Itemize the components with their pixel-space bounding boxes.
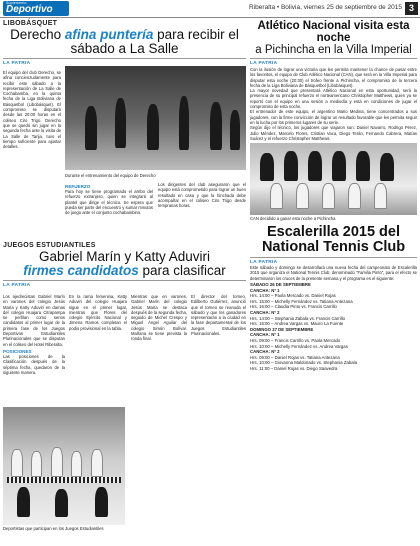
supplement-logo <box>3 1 69 16</box>
body-paragraph: Los ajedrecistas Gabriel Marín en varones del colegio Jesús María y Katty Aduviri en damas del colegio Huajara Citrapampa se perfilan como serios candidatos al primer lugar de la primera fase de los Juegos Deportivos Estudiantiles Plurinacionales que se disputan en el coliseo del Hotel Riberalta. <box>3 294 65 347</box>
headline-line-1: Atlético Nacional visita esta noche <box>257 20 410 44</box>
headline-accent: afina puntería <box>64 27 154 42</box>
photo-caption: CAN decidido a ganar esta noche a Pichincha <box>250 216 336 222</box>
body-paragraph: Según dijo el técnico, los jugadores que viajaron son: Daniel Navarro, Rodrigo Pérez, Julio Méndez, Marcelo Flores, Cristian Vaca, Diego Terán, Fernando Cabrera, Matías Suárez y el refuerzo Christopher Matthews. <box>250 125 417 141</box>
team-photo <box>250 143 417 215</box>
byline: LA PATRIA <box>250 260 278 266</box>
left-column <box>3 20 246 546</box>
body-paragraph: Los dirigentes del club aseguraron que el equipo está comprometido para lograr un buen resultado en casa y que la hinchada debe acompañar en el coliseo Ciro Trigo desde tempranas horas. <box>158 182 246 209</box>
header-date: Riberalta • Bolivia, viernes 25 de septiembre de 2015 <box>249 4 402 11</box>
page-header <box>0 0 420 18</box>
logo-main-text: Deportivo <box>6 4 53 15</box>
article-column-1 <box>3 70 61 149</box>
schedule-line: Hrs. 09:00 – Daniel Rojas vs. Tatiana Antezana <box>250 354 340 360</box>
byline: LA PATRIA <box>3 283 31 288</box>
schedule-line: Hrs. 14:00 – Paola Mercado vs. Daniel Rojas <box>250 293 336 299</box>
schedule-line: Hrs. 09:00 – Francis Carrillo vs. Paola Mercado <box>250 337 341 343</box>
schedule-line: Hrs. 10:00 – Giovanna Maldonado vs. Stephania Zabala <box>250 360 358 366</box>
section-label: JUEGOS ESTUDIANTILES <box>3 242 96 249</box>
article-juegos <box>3 242 246 546</box>
photo-caption-block <box>65 172 246 178</box>
training-photo <box>65 66 246 170</box>
schedule-line: Hrs. 10:00 – Michelly Fernández vs. Andrea Vargas <box>250 343 348 349</box>
headline-line-2: National Tennis Club <box>261 239 406 256</box>
article-column-3 <box>131 294 187 342</box>
schedule-line: CANCHA: Nº 1 <box>250 332 280 338</box>
body-paragraph: En la rama femenina, Katty Aduviri del colegio Huajara sigue en el primer lugar, mientras que Flores del colegio Ejército Nacional y Jimena Ramos completan el podio provisional en la tabla. <box>69 294 127 331</box>
headline <box>3 250 246 278</box>
body-paragraph: El director del torneo, Edilberto Gutiérrez, anunció que el torneo se reanuda el sábado y que los ganadores representarán a la ciudad en la fase departamental de los Juegos Estudiantiles Plurinacionales. <box>191 294 246 337</box>
body-paragraph: Mientras que en varones, Gabriel Marín del colegio Jesús María se destaca después de la segunda fecha, seguido de Michel Crespo y Miguel Ángel Aguilar del colegio Simón Bolívar. Mañana se tiene prevista la ronda final. <box>131 294 187 342</box>
headline <box>3 28 246 56</box>
byline: LA PATRIA <box>250 61 278 66</box>
body-paragraph: La mayor novedad que presentará Atlético Nacional en esta oportunidad, será la presencia de su principal refuerzo el norteamericano Christopher Matthews, quien ya se reportó con el equipo en una sesión a mediodía y está en condiciones de jugar el compromiso de esta noche. <box>250 88 417 110</box>
headline-part-a: Derecho <box>10 27 62 42</box>
match-schedule <box>250 282 417 372</box>
headline-part-b: para recibir el sábado a La Salle <box>70 27 239 56</box>
headline-part-b: para clasificar <box>142 263 226 278</box>
divider <box>250 257 417 258</box>
divider <box>250 58 417 59</box>
article-derecho <box>3 20 246 240</box>
headline-accent: firmes candidatos <box>23 263 139 278</box>
schedule-line: Hrs. 15:00 – Andrea Vargas vs. Mauro La Fuente <box>250 321 344 327</box>
body-paragraph: Este sábado y domingo se desarrollará una nueva fecha del campeonato de Escalerilla 2015 que organiza el National Tennis Club, denominado “Familia Pinto”, para el efecto se determinaron los cruces de la presente semana y el programa es el siguiente: <box>250 265 417 281</box>
body-paragraph: El equipo del club Derecho, se afina concienzudamente para recibir este sábado a la representación de La Salle de Cochabamba, en la quinta fecha de la Liga Boliviana de Básquetbol (Libobásquet). El compromiso se disputará desde las 20:00 horas en el coliseo Ciro Trigo. Derecho que se quedó sin jugar en la segunda fecha ante la visita de La Salle de Tarija, tuvo el tiempo suficiente para ajustar detalles. <box>3 70 61 150</box>
headline <box>250 225 417 255</box>
headline-line-2: a Pichincha en la Villa Imperial <box>255 44 412 56</box>
schedule-line: Hrs. 15:00 – Michelly Fernández vs. Tatiana Antezana <box>250 298 353 304</box>
photo-block <box>3 407 125 531</box>
headline <box>250 20 417 56</box>
photo-caption: Durante el entrenamiento del equipo de Derecho <box>65 173 156 178</box>
divider <box>3 58 246 59</box>
article-column-4 <box>191 294 246 336</box>
subhead: POSICIONES <box>3 348 32 354</box>
right-column <box>250 20 417 372</box>
divider <box>3 280 246 281</box>
body-paragraph: Las posiciones de la Clasificación después de la séptima fecha, quedaron de la siguiente manera. <box>3 353 65 375</box>
headline-part-a: Gabriel Marín y Katty Aduviri <box>38 249 211 264</box>
article-tennis <box>250 225 417 371</box>
article-nacional <box>250 20 417 221</box>
body-paragraph: Con la ilusión de lograr una victoria que les permita mantener la chance de pasar entre los favoritos, el equipo de Club Atlético Nacional (CAN), que será en la Villa Imperial para disputar esta noche (20:30) el trofeo frente a Pichincha, el compromiso de la tercera fecha de la Liga Boliviana de Básquetbol (Libobásquet). <box>250 67 417 88</box>
schedule-line: CANCHA: Nº 2 <box>250 349 280 355</box>
schedule-line: DOMINGO 27 DE SEPTIEMBRE <box>250 326 314 332</box>
schedule-line: CANCHA: Nº 2 <box>250 310 280 316</box>
schedule-line: Hrs. 11:00 – Daniel Rojas vs. Diego Saavedra <box>250 365 338 371</box>
body-paragraph: El entrenador de este equipo, el argentino Mario Medina, tiene concentrados a sus jugadores, con la firme convicción de lograr un resultado favorable que les permita seguir en la lucha por los primeros lugares de su serie. <box>250 109 417 125</box>
article-column-2 <box>69 294 127 331</box>
article-column-4 <box>158 182 246 208</box>
page-number: 3 <box>405 2 418 15</box>
photo-block <box>65 66 246 170</box>
section-label: LIBOBÁSQUET <box>3 20 58 27</box>
body-paragraph: Para hoy se tiene programado el arribo del refuerzo extranjero, quien se integrará al plantel que dirige el técnico. Se espera que pueda ser parte del encuentro y sumar minutos de juego ante el conjunto cochabambino. <box>65 189 153 216</box>
article-column-3 <box>65 182 153 215</box>
article-column-1 <box>3 294 65 375</box>
schedule-line: SÁBADO 26 DE SEPTIEMBRE <box>250 282 311 288</box>
schedule-line: Hrs. 16:00 – Claudia Pinto vs. Francis Carrillo <box>250 304 337 310</box>
subhead: REFUERZO <box>65 184 91 189</box>
schedule-line: Hrs. 14:00 – Stephania Zabala vs. Francis Carrillo <box>250 315 346 321</box>
photo-caption: Deportistas que participan en los Juegos Estudiantiles <box>3 526 104 531</box>
headline-line-1: Escalerilla 2015 del <box>266 224 400 241</box>
byline: LA PATRIA <box>3 61 31 66</box>
logo-top-text: Suplemento <box>6 1 27 5</box>
schedule-line: CANCHA: Nº 1 <box>250 287 280 293</box>
chess-photo <box>3 407 125 525</box>
